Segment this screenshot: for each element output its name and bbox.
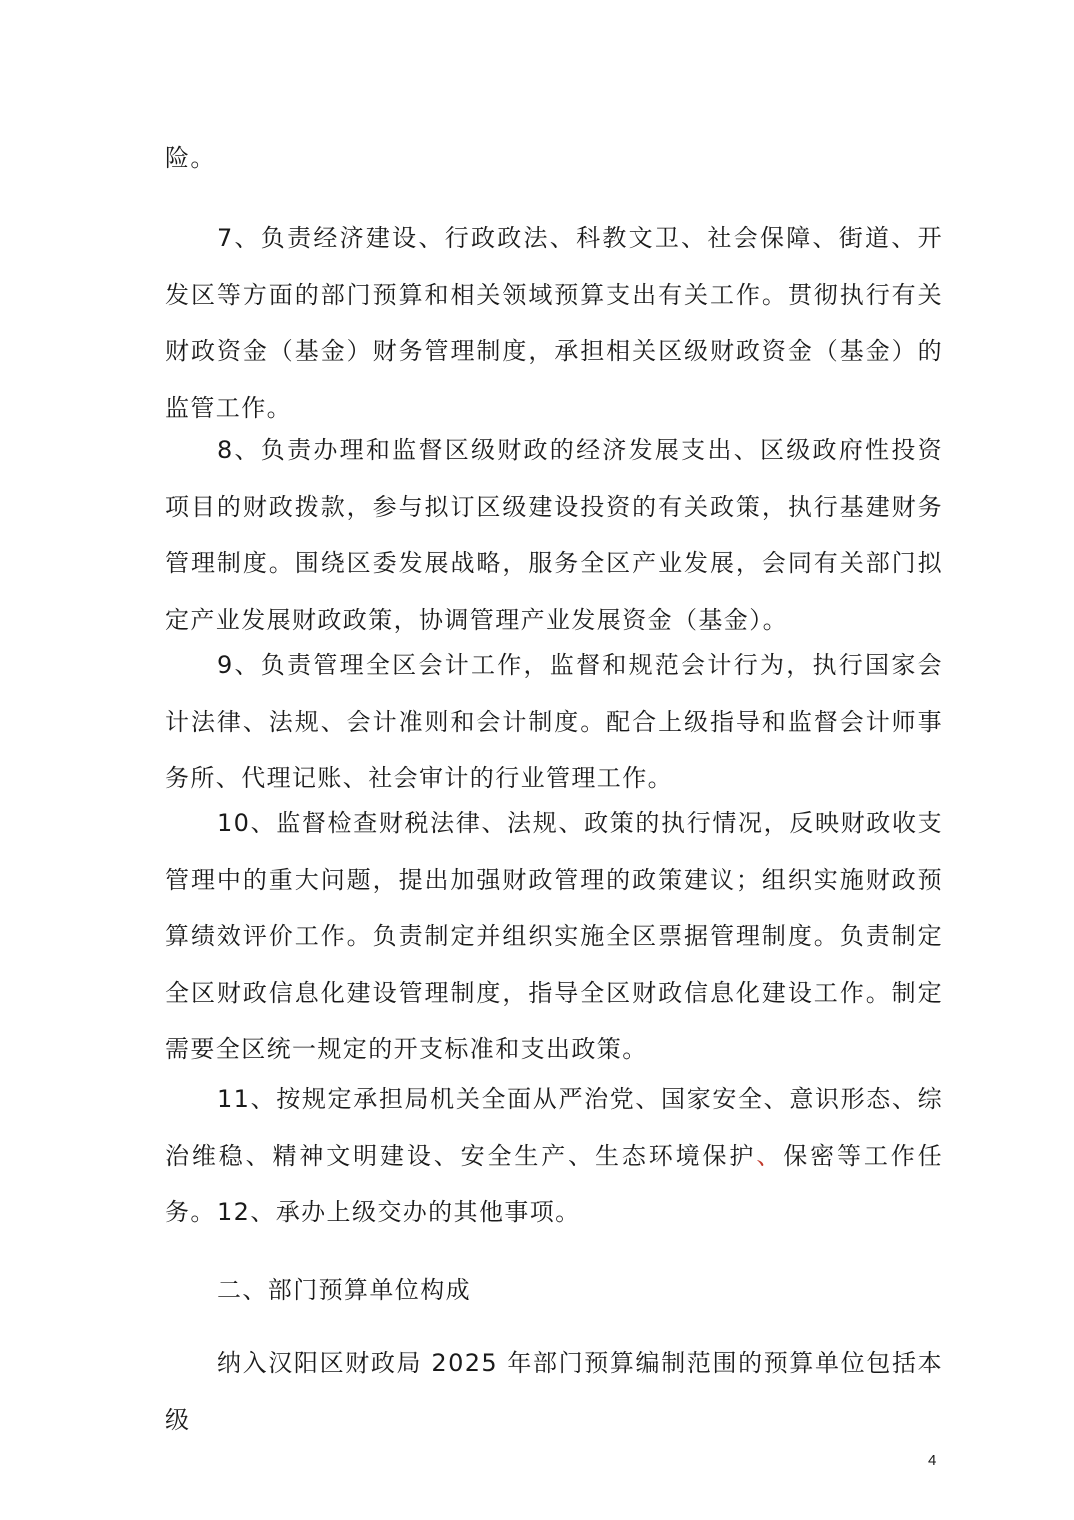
paragraph-budget-units: 纳入汉阳区财政局 2025 年部门预算编制范围的预算单位包括本级 (165, 1349, 943, 1434)
page-number: 4 (928, 1452, 937, 1469)
red-punctuation-mark: 、 (756, 1141, 784, 1170)
paragraph-item-8: 8、负责办理和监督区级财政的经济发展支出、区级政府性投资项目的财政拨款，参与拟订区级建设投资的有关政策，执行基建财务管理制度。围绕区委发展战略，服务全区产业发展，会同有关部门拟定产业发展财政政策，协调管理产业发展资金（基金）。 (165, 436, 943, 634)
paragraph-continuation: 险。 (165, 144, 216, 172)
paragraph-item-10: 10、监督检查财税法律、法规、政策的执行情况，反映财政收支管理中的重大问题，提出加强财政管理的政策建议；组织实施财政预算绩效评价工作。负责制定并组织实施全区票据管理制度。负责制定全区财政信息化建设管理制度，指导全区财政信息化建设工作。制定需要全区统一规定的开支标准和支出政策。 (165, 809, 943, 1063)
section-heading: 二、部门预算单位构成 (217, 1276, 471, 1304)
paragraph-item-7: 7、负责经济建设、行政政法、科教文卫、社会保障、街道、开发区等方面的部门预算和相关领域预算支出有关工作。贯彻执行有关财政资金（基金）财务管理制度，承担相关区级财政资金（基金）的监管工作。 (165, 224, 943, 422)
paragraph-item-12: 12、承办上级交办的其他事项。 (217, 1198, 581, 1226)
item-11-text-start: 11、按规定承担局机关全面从严治党、国家安全、意识形态、综治维稳、精神文明建设、安全生产、生态环境保护 (165, 1085, 943, 1170)
paragraph-item-9: 9、负责管理全区会计工作，监督和规范会计行为，执行国家会计法律、法规、会计准则和会计制度。配合上级指导和监督会计师事务所、代理记账、社会审计的行业管理工作。 (165, 651, 943, 792)
item-11-text-end: 保密等工作任务。 (165, 1141, 943, 1226)
